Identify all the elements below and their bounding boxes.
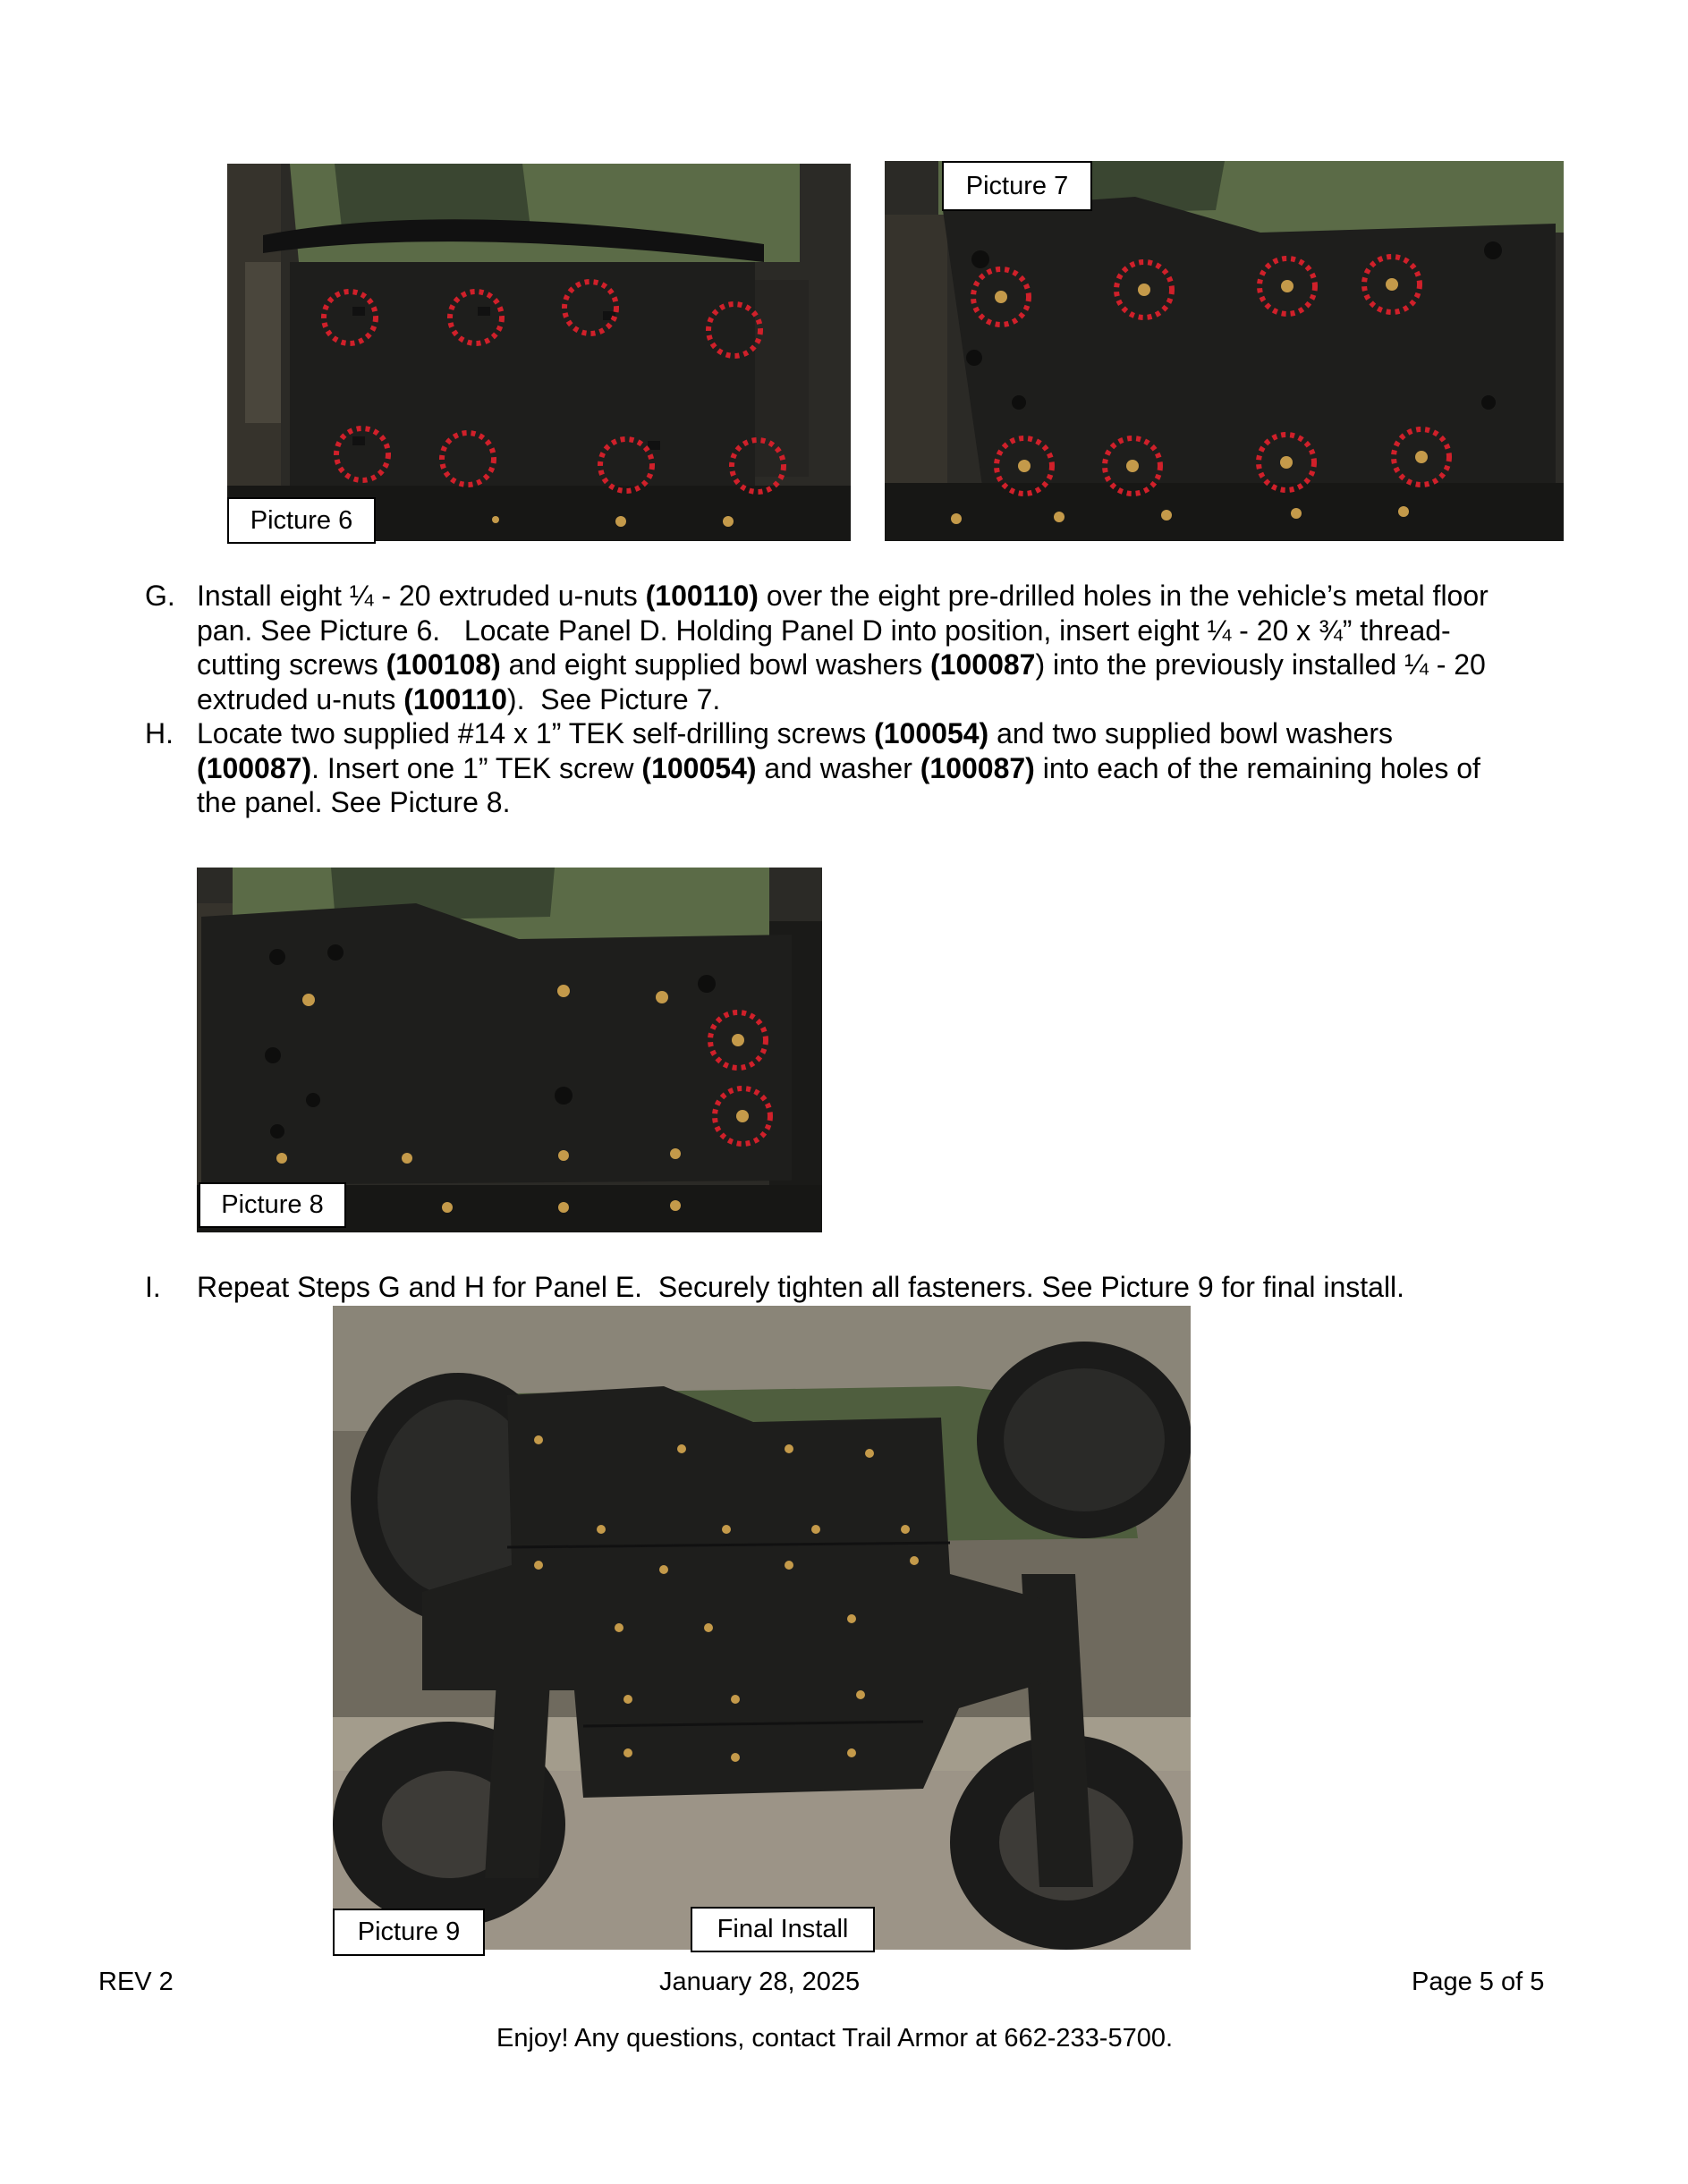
picture-9-image <box>333 1306 1191 1950</box>
final-install-caption: Final Install <box>691 1907 875 1952</box>
part-number: (100087) <box>197 751 312 784</box>
step-line: Locate two supplied #14 x 1” TEK self-drilling screws (100054) and two supplied bowl washers <box>197 717 1393 749</box>
part-number: (100054) <box>641 751 757 784</box>
step-g-text <box>197 579 1567 716</box>
step-i-letter: I. <box>145 1271 161 1303</box>
picture-8-caption: Picture 8 <box>199 1182 346 1228</box>
footer-page-number: Page 5 of 5 <box>1412 1968 1545 1996</box>
step-line: (100087). Insert one 1” TEK screw (100054) and washer (100087) into each of the remaining holes of <box>197 751 1480 784</box>
step-h <box>145 716 1567 820</box>
step-g <box>145 579 1567 716</box>
part-number: (100110) <box>645 580 759 612</box>
step-line: Repeat Steps G and H for Panel E. Securely tighten all fasteners. See Picture 9 for final install. <box>197 1271 1405 1303</box>
footer-contact: Enjoy! Any questions, contact Trail Armor at 662-233-5700. <box>496 2024 1174 2053</box>
step-i-text <box>197 1270 1567 1305</box>
picture-7-image <box>885 161 1564 541</box>
step-line: Install eight ¼ - 20 extruded u-nuts (100110) over the eight pre-drilled holes in the vehicle’s metal floor <box>197 580 1489 612</box>
step-g-letter: G. <box>145 580 175 612</box>
step-h-text <box>197 716 1567 820</box>
footer-date: January 28, 2025 <box>659 1968 861 1996</box>
picture-9-photo <box>333 1306 1191 1950</box>
step-i <box>145 1270 1567 1306</box>
part-number: (100087) <box>920 751 1035 784</box>
part-number: (100054) <box>874 717 989 749</box>
picture-8-image <box>197 868 822 1232</box>
part-number: (100087 <box>930 648 1036 681</box>
step-line: pan. See Picture 6. Locate Panel D. Holding Panel D into position, insert eight ¼ - 20 x ¾” thread- <box>197 614 1451 647</box>
picture-7-caption: Picture 7 <box>942 161 1092 211</box>
picture-6-caption: Picture 6 <box>227 497 376 544</box>
picture-6-photo <box>227 164 851 541</box>
part-number: (100110 <box>403 682 507 715</box>
picture-6-image <box>227 164 851 541</box>
footer-revision: REV 2 <box>98 1968 174 1996</box>
picture-9-caption: Picture 9 <box>333 1909 485 1956</box>
picture-7-photo <box>885 161 1564 541</box>
step-line: the panel. See Picture 8. <box>197 786 511 818</box>
step-h-letter: H. <box>145 717 174 749</box>
step-line: extruded u-nuts (100110). See Picture 7. <box>197 682 721 715</box>
part-number: (100108) <box>386 648 501 681</box>
picture-8-photo <box>197 868 822 1232</box>
step-line: cutting screws (100108) and eight supplied bowl washers (100087) into the previously installed ¼ - 20 <box>197 648 1486 681</box>
